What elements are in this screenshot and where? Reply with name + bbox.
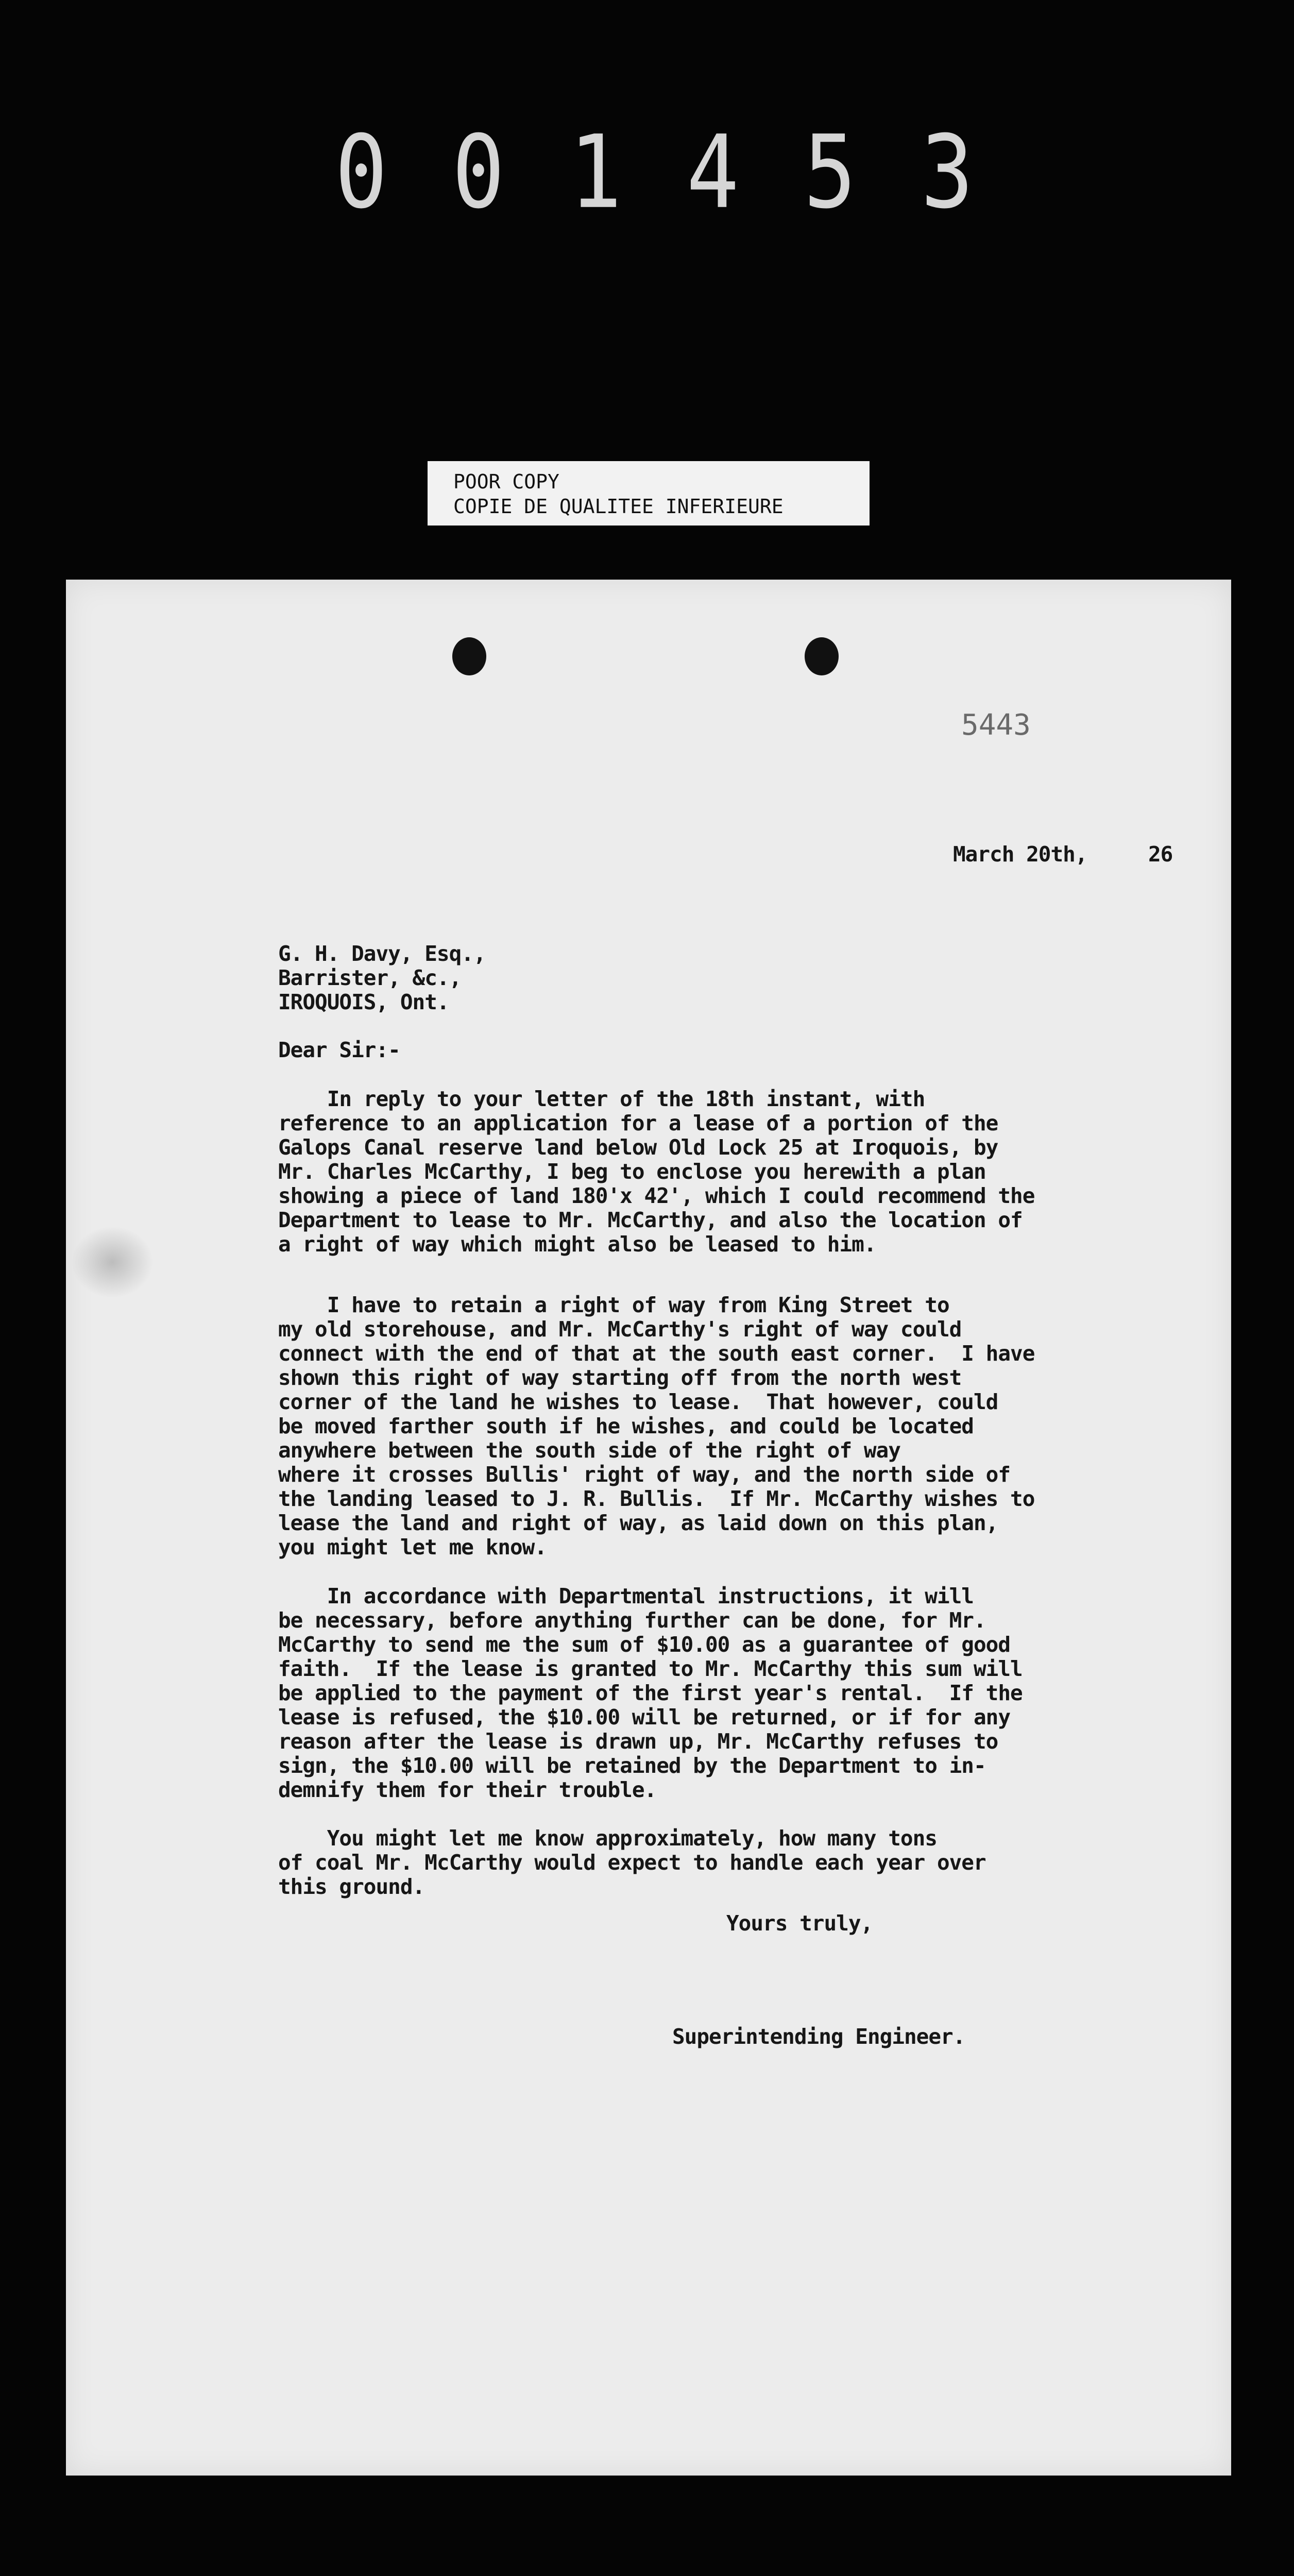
text-line: lease is refused, the $10.00 will be returned, or if for any [278,1705,1011,1730]
frame-digit: 1 [569,114,627,231]
text-line: the landing leased to J. R. Bullis. If Mr. McCarthy wishes to [278,1486,1035,1511]
page-smudge [71,1226,154,1298]
text-line: be moved farther south if he wishes, and could be located [278,1414,974,1438]
reference-number: 5443 [961,708,1031,742]
text-line: of coal Mr. McCarthy would expect to handle each year over [278,1850,986,1875]
text-line: faith. If the lease is granted to Mr. McCarthy this sum will [278,1656,1023,1681]
frame-digit: 4 [686,114,744,231]
poor-copy-line-1: POOR COPY [453,470,559,493]
address-line: Barrister, &c., [278,965,462,990]
text-line: I have to retain a right of way from King Street to [278,1293,949,1317]
recipient-address [278,942,486,1014]
letter-page [66,580,1231,2476]
paragraph-2 [278,1293,1034,1560]
poor-copy-label [428,461,870,526]
text-line: McCarthy to send me the sum of $10.00 as a guarantee of good [278,1632,1011,1657]
text-line: where it crosses Bullis' right of way, and the north side of [278,1462,1011,1487]
closing: Yours truly, [726,1911,873,1936]
text-line: showing a piece of land 180'x 42', which I could recommend the [278,1183,1035,1208]
frame-digit: 0 [335,114,393,231]
text-line: In reply to your letter of the 18th instant, with [278,1087,925,1111]
text-line: demnify them for their trouble. [278,1777,657,1802]
salutation: Dear Sir:- [278,1038,400,1062]
text-line: You might let me know approximately, how many tons [278,1826,937,1851]
letter-date: March 20th, 26 [953,842,1173,867]
text-line: my old storehouse, and Mr. McCarthy's right of way could [278,1317,962,1342]
text-line: Galops Canal reserve land below Old Lock 25 at Iroquois, by [278,1135,998,1160]
address-line: G. H. Davy, Esq., [278,941,486,966]
text-line: lease the land and right of way, as laid down on this plan, [278,1511,998,1535]
paragraph-4 [278,1826,986,1899]
frame-digit: 5 [804,114,862,231]
text-line: this ground. [278,1874,425,1899]
text-line: reason after the lease is drawn up, Mr. McCarthy refuses to [278,1729,998,1754]
text-line: be applied to the payment of the first year's rental. If the [278,1681,1023,1705]
frame-digit: 3 [921,114,979,231]
frame-number [335,114,979,231]
text-line: In accordance with Departmental instructions, it will [278,1584,974,1608]
text-line: sign, the $10.00 will be retained by the Department to in- [278,1753,986,1778]
poor-copy-line-2: COPIE DE QUALITEE INFERIEURE [453,495,784,518]
text-line: be necessary, before anything further can be done, for Mr. [278,1608,986,1633]
paragraph-1 [278,1087,1034,1257]
text-line: Department to lease to Mr. McCarthy, and also the location of [278,1208,1023,1232]
paragraph-3 [278,1584,1023,1802]
punch-hole-icon [805,637,839,675]
text-line: you might let me know. [278,1535,547,1560]
text-line: reference to an application for a lease of a portion of the [278,1111,998,1136]
punch-hole-icon [452,637,486,675]
signature-title: Superintending Engineer. [672,2024,965,2049]
frame-digit: 0 [452,114,510,231]
text-line: corner of the land he wishes to lease. That however, could [278,1389,998,1414]
address-line: IROQUOIS, Ont. [278,990,449,1014]
text-line: a right of way which might also be leased to him. [278,1232,876,1257]
text-line: Mr. Charles McCarthy, I beg to enclose you herewith a plan [278,1159,986,1184]
text-line: shown this right of way starting off from the north west [278,1365,962,1390]
text-line: connect with the end of that at the south east corner. I have [278,1341,1035,1366]
text-line: anywhere between the south side of the right of way [278,1438,900,1463]
